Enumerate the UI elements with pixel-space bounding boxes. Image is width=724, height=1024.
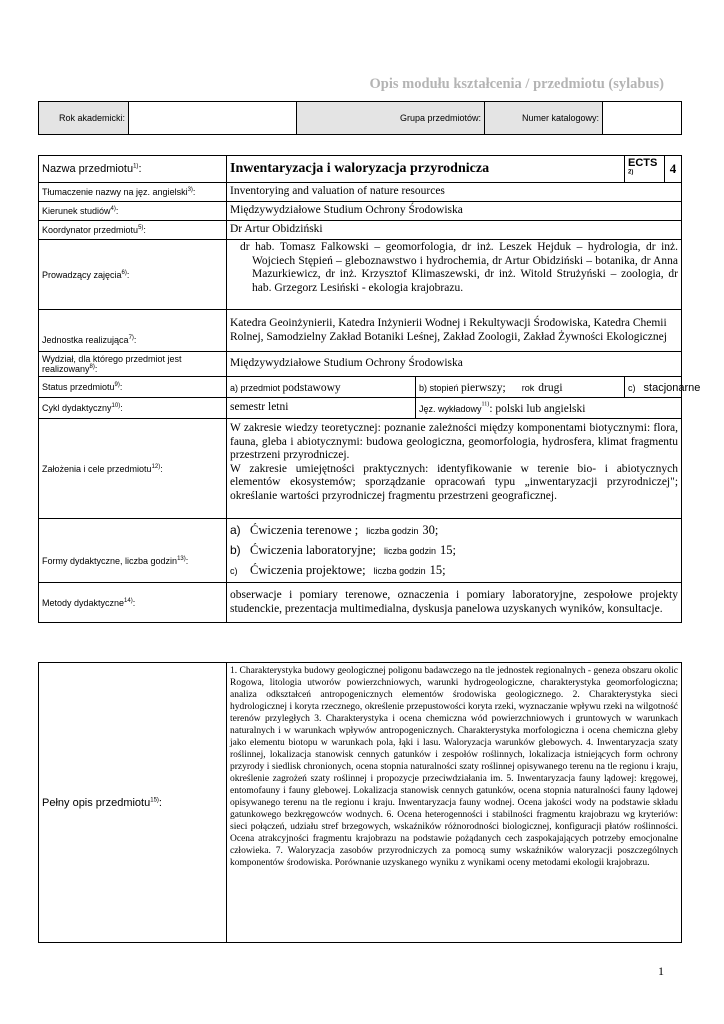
jednostka-label: Jednostka realizująca$^{7)}$: bbox=[39, 310, 227, 352]
prowadzacy-label: Prowadzący zajęcia$^{6)}$: bbox=[39, 240, 227, 310]
full-description-table bbox=[38, 662, 682, 943]
ects-value: 4 bbox=[665, 156, 682, 183]
wydzial-label: Wydział, dla którego przedmiot jest realizowany$^{8)}$: bbox=[39, 352, 227, 377]
metody-value: obserwacje i pomiary terenowe, oznaczenia i pomiary laboratoryjne, zespołowe projekty studenckie, prezentacja multimedialna, dyskusja panelowa uzyskanych wyników, konsultacje. bbox=[227, 583, 682, 623]
kierunek-value: Międzywydziałowe Studium Ochrony Środowiska bbox=[227, 202, 682, 221]
document-header-title: Opis modułu kształcenia / przedmiotu (sylabus) bbox=[369, 76, 664, 92]
status-c: c) stacjonarne bbox=[625, 377, 682, 398]
form-item-laboratoryjne: b) Ćwiczenia laboratoryjne; liczba godzin 15; bbox=[230, 543, 457, 557]
form-item-terenowe: a) Ćwiczenia terenowe ; liczba godzin 30; bbox=[230, 523, 439, 537]
zalozenia-label: Założenia i cele przedmiotu$^{12)}$: bbox=[39, 419, 227, 519]
grupa-przedmiotow-label: Grupa przedmiotów: bbox=[297, 102, 485, 135]
prowadzacy-value: dr hab. Tomasz Falkowski – geomorfologia, dr inż. Leszek Hejduk – hydrologia, dr inż. Wojciech Stępień – gleboznawstwo i hydrochemia, dr Artur Obidziński – botanika, dr Anna Mazurkiewicz, dr inż. Krzysztof Klimaszewski, dr inż. Witold Strużyński – zoologia, dr hab. Grzegorz Lesiński - ekologia krajobrazu. bbox=[227, 240, 682, 310]
status-b: b) stopień pierwszy; rok drugi bbox=[416, 377, 625, 398]
kierunek-label: Kierunek studiów$^{4)}$: bbox=[39, 202, 227, 221]
cykl-label: Cykl dydaktyczny$^{10)}$: bbox=[39, 398, 227, 419]
pelny-opis-label: Pełny opis przedmiotu$^{15)}$: bbox=[39, 663, 227, 943]
koordynator-value: Dr Artur Obidziński bbox=[227, 221, 682, 240]
form-item-projektowe: c) Ćwiczenia projektowe; liczba godzin 15; bbox=[230, 563, 446, 577]
cykl-value: semestr letni bbox=[227, 398, 416, 419]
wydzial-value: Międzywydziałowe Studium Ochrony Środowiska bbox=[227, 352, 682, 377]
tlumaczenie-label: Tłumaczenie nazwy na jęz. angielski$^{3)}$: bbox=[39, 183, 227, 202]
numer-katalogowy-value bbox=[603, 102, 682, 135]
pelny-opis-value: 1. Charakterystyka budowy geologicznej poligonu badawczego na tle jednostek regionalnych - geneza obszaru okolic Rogowa, litologia utworów powierzchniowych, warunki hydrogeologiczne, charakterystyka geomorfologiczna; analiza odkształceń antropogenicznych elementów środowiska geologicznego. 2. Charakterystyka sieci hydrologicznej i koryta rzecznego, określenie przepustowości koryta rzeki, wyznaczanie wpływu rzeki na wilgotność terenów przyległych 3. Charakterystyka i ocena chemiczna wód powierzchniowych i gruntowych w warunkach naturalnych i w warunkach wpływów antropogenicznych. Charakterystyka morfologiczna i ocena chemiczna gleby jako elementu biotopu w warunkach pola, łąki i lasu. Waloryzacja warunków glebowych. 4. Inwentaryzacja szaty roślinnej, lokalizacja stanowisk cennych gatunków i zespołów roślinnych, lokalizacja istniejących form ochrony przyrody i siedlisk chronionych, ocena stopnia naturalności szaty roślinnej opisywanego terenu na tle regionu i kraju, określenie zagrożeń szaty roślinnej i propozycje przeciwdziałania im. 5. Inwentaryzacja fauny lądowej: kręgowej, entomofauny i fauny glebowej. Lokalizacja stanowisk cennych gatunków, ocena stopnia naturalności fauny lądowej opisywanego terenu na tle regionu i kraju. Inwentaryzacja fauny wodnej. Ocena jakości wody na podstawie składu gatunkowego bezkręgowców wodnych. 6. Ocena heterogenności i stabilności fragmentu krajobrazu wg kryteriów: sieci połączeń, udziału stref brzegowych, wskaźników różnorodności biologicznej, konfiguracji płatów roślinności. Ocena atrakcyjności fragmentu krajobrazu na podstawie pożądanych cech zaspokajających potrzeby emocjonalne człowieka. 7. Waloryzacja zasobów przyrodniczych za pomocą sumy wskaźników waloryzacji poszczególnych komponentów środowiska. Porównanie uzyskanego wyniku z wynikami oceny metodami ekologii krajobrazu. bbox=[227, 663, 682, 943]
status-label: Status przedmiotu$^{9)}$: bbox=[39, 377, 227, 398]
metody-label: Metody dydaktyczne$^{14)}$: bbox=[39, 583, 227, 623]
nazwa-label: Nazwa przedmiotu$^{1)}$: bbox=[39, 156, 227, 183]
status-a: a) przedmiot podstawowy bbox=[227, 377, 416, 398]
main-info-table bbox=[38, 155, 701, 623]
formy-label: Formy dydaktyczne, liczba godzin$^{13)}$: bbox=[39, 519, 227, 583]
ects-label: ECTS $^{2)}$ bbox=[625, 156, 665, 183]
nazwa-value: Inwentaryzacja i waloryzacja przyrodnicza bbox=[227, 156, 625, 183]
page-number: 1 bbox=[658, 964, 664, 978]
top-info-table bbox=[38, 101, 682, 135]
rok-akademicki-label: Rok akademicki: bbox=[39, 102, 129, 135]
numer-katalogowy-label: Numer katalogowy: bbox=[485, 102, 603, 135]
tlumaczenie-value: Inventorying and valuation of nature resources bbox=[227, 183, 682, 202]
jezyk-wykladowy: Jęz. wykładowy$^{11)}$: polski lub angielski bbox=[416, 398, 682, 419]
zalozenia-value: W zakresie wiedzy teoretycznej: poznanie zależności między komponentami biotycznymi: flora, fauna, gleba i abiotycznymi: budowa geologiczna, geomorfologia, hydrosfera, klimat fragmentu przestrzeni przyrodniczej. W zakresie umiejętności praktycznych: identyfikowanie w terenie bio- i abiotycznych elementów ekosystemów; sporządzanie opracowań typu „inwentaryzacji przyrodniczej"; określanie wartości przyrodniczej fragmentu przestrzeni geograficznej. bbox=[227, 419, 682, 519]
formy-value bbox=[227, 519, 682, 583]
rok-akademicki-value bbox=[129, 102, 297, 135]
koordynator-label: Koordynator przedmiotu$^{5)}$: bbox=[39, 221, 227, 240]
jednostka-value: Katedra Geoinżynierii, Katedra Inżynierii Wodnej i Rekultywacji Środowiska, Katedra Chemii Rolnej, Samodzielny Zakład Botaniki Leśnej, Zakład Zoologii, Zakład Żywności Ekologicznej bbox=[227, 310, 682, 352]
